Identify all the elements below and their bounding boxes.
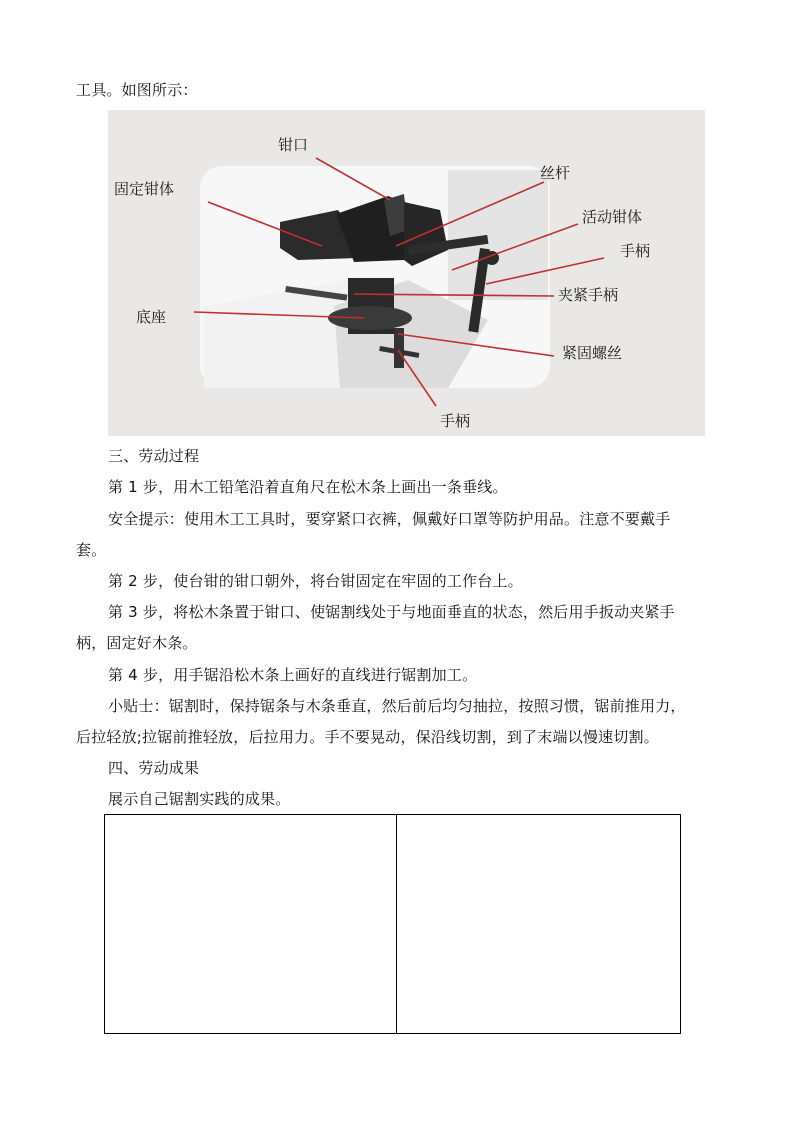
- label-handle-bottom: 手柄: [440, 412, 471, 430]
- safety-tip-line1: 安全提示：使用木工工具时，要穿紧口衣裤，佩戴好口罩等防护用品。注意不要戴手: [108, 510, 671, 528]
- tip-line2: 后拉轻放;拉锯前推轻放，后拉用力。手不要晃动，保沿线切割，到了末端以慢速切割。: [76, 728, 659, 746]
- step2-text: 第 2 步，使台钳的钳口朝外，将台钳固定在牢固的工作台上。: [108, 572, 523, 590]
- label-fixed-body: 固定钳体: [114, 180, 175, 198]
- vise-photo-illustration: [108, 110, 705, 436]
- label-jaw: 钳口: [278, 136, 309, 154]
- section4-intro: 展示自己锯割实践的成果。: [108, 790, 291, 808]
- section4-heading: 四、劳动成果: [108, 759, 200, 777]
- bench-vise-figure: [108, 110, 705, 436]
- safety-tip-line2: 套。: [76, 541, 107, 559]
- label-fixing-screw: 紧固螺丝: [562, 344, 623, 362]
- label-screw-rod: 丝杆: [540, 164, 571, 182]
- section3-heading: 三、劳动过程: [108, 447, 200, 465]
- label-clamp-handle: 夹紧手柄: [558, 286, 619, 304]
- label-handle-right: 手柄: [620, 242, 651, 260]
- window-light: [448, 170, 548, 300]
- intro-line: 工具。如图所示：: [76, 81, 198, 99]
- step3-line1: 第 3 步，将松木条置于钳口、使锯割线处于与地面垂直的状态，然后用手扳动夹紧手: [108, 603, 675, 621]
- vise-base: [328, 306, 412, 330]
- tip-line1: 小贴士：锯割时，保持锯条与木条垂直，然后前后均匀抽拉，按照习惯，锯前推用力，: [108, 697, 686, 715]
- results-table: [104, 814, 681, 1034]
- label-movable-body: 活动钳体: [582, 208, 643, 226]
- step3-line2: 柄，固定好木条。: [76, 634, 198, 652]
- results-cell-left[interactable]: [105, 815, 397, 1033]
- label-base: 底座: [136, 308, 167, 326]
- results-cell-right[interactable]: [397, 815, 680, 1033]
- step4-text: 第 4 步，用手锯沿松木条上画好的直线进行锯割加工。: [108, 666, 478, 684]
- step1-text: 第 1 步，用木工铅笔沿着直角尺在松木条上画出一条垂线。: [108, 478, 508, 496]
